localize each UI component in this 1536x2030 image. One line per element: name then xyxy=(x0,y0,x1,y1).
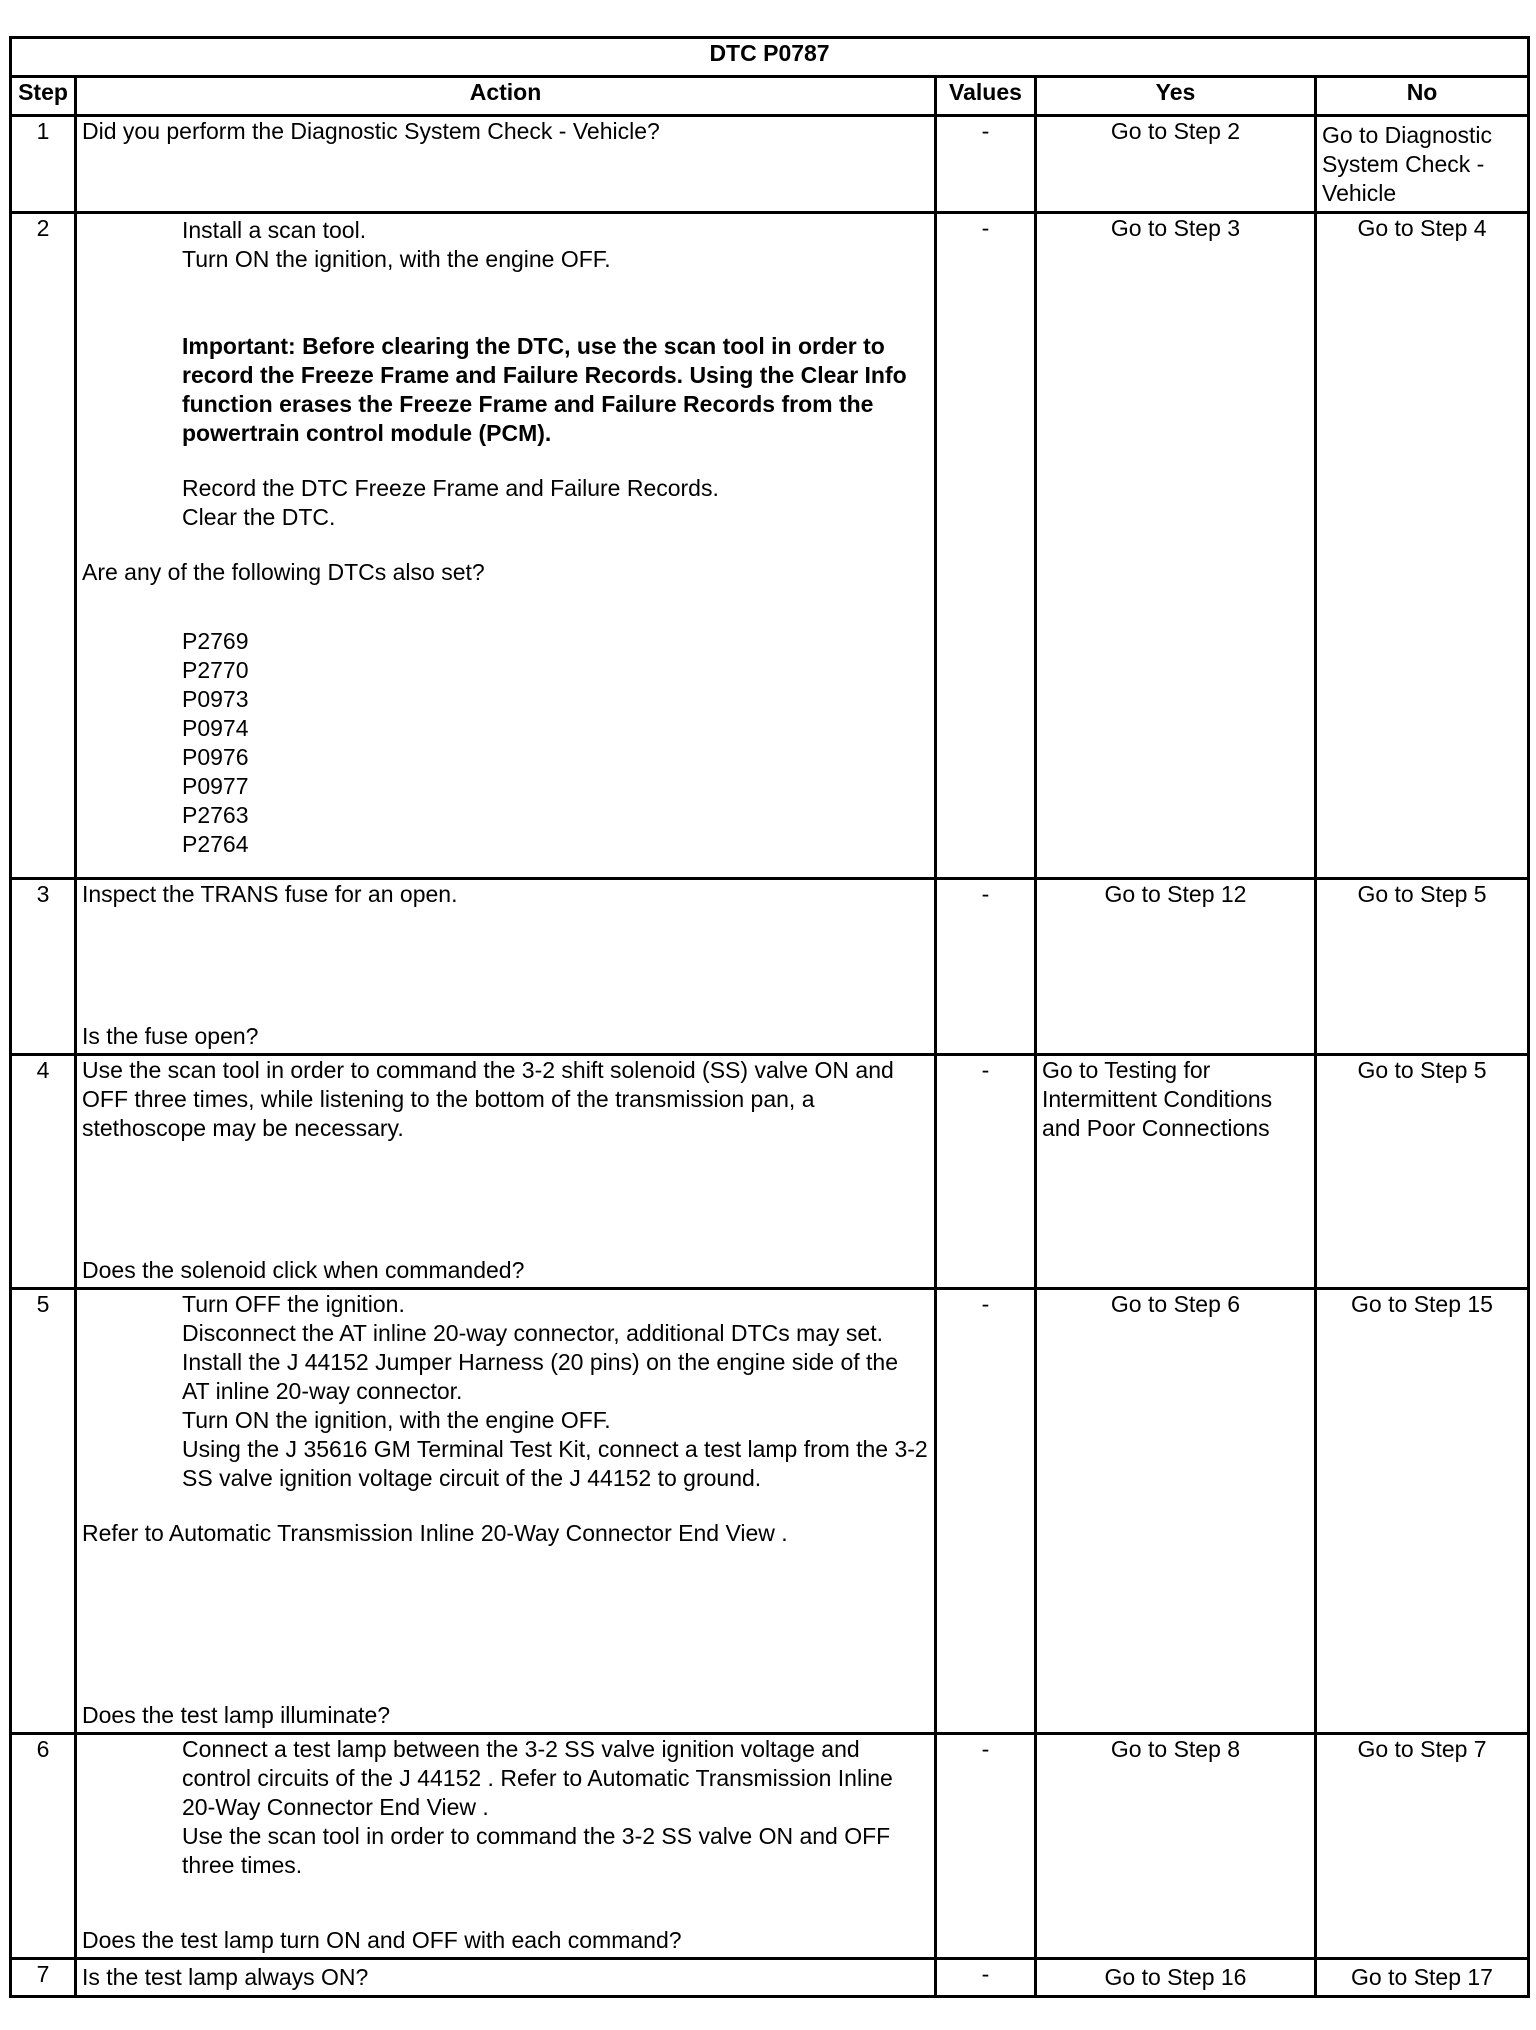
step-number: 6 xyxy=(11,1734,76,1959)
table-row-step-7 xyxy=(11,1959,1529,1997)
dtc-table xyxy=(9,36,1530,1998)
values-cell: - xyxy=(936,1289,1036,1734)
no-cell: Go to Step 4 xyxy=(1316,213,1529,879)
header-step: Step xyxy=(11,77,76,116)
table-row-step-5 xyxy=(11,1289,1529,1734)
question-text: Does the solenoid click when commanded? xyxy=(82,1257,525,1283)
dtc-code: P2770 xyxy=(182,657,249,683)
dtc-code: P2769 xyxy=(182,628,249,654)
question-text: Are any of the following DTCs also set? xyxy=(82,559,485,585)
action-cell xyxy=(76,1959,936,1997)
dtc-code: P2763 xyxy=(182,802,249,828)
yes-cell: Go to Step 3 xyxy=(1036,213,1316,879)
action-cell xyxy=(76,213,936,879)
step-number: 3 xyxy=(11,879,76,1055)
no-cell: Go to Step 7 xyxy=(1316,1734,1529,1959)
action-cell xyxy=(76,1055,936,1289)
values-cell: - xyxy=(936,1055,1036,1289)
action-line: Install the J 44152 Jumper Harness (20 pins) on the engine side of the AT inline 20-way connector. xyxy=(182,1349,898,1404)
values-cell: - xyxy=(936,116,1036,213)
values-cell: - xyxy=(936,879,1036,1055)
dtc-code: P0976 xyxy=(182,744,249,770)
important-note: Important: Before clearing the DTC, use the scan tool in order to record the Freeze Frame and Failure Records. Using the Clear Info function erases the Freeze Frame and Failure Records from the powertrain control module (PCM). xyxy=(182,333,907,446)
action-cell xyxy=(76,879,936,1055)
values-cell: - xyxy=(936,1959,1036,1997)
action-cell xyxy=(76,1289,936,1734)
table-row-step-1 xyxy=(11,116,1529,213)
yes-cell: Go to Step 2 xyxy=(1036,116,1316,213)
reference-note: Refer to Automatic Transmission Inline 20-Way Connector End View . xyxy=(82,1520,788,1546)
header-values: Values xyxy=(936,77,1036,116)
question-text: Is the test lamp always ON? xyxy=(82,1964,369,1990)
question-text: Does the test lamp illuminate? xyxy=(82,1702,391,1728)
header-yes: Yes xyxy=(1036,77,1316,116)
dtc-code: P0973 xyxy=(182,686,249,712)
yes-cell: Go to Step 12 xyxy=(1036,879,1316,1055)
action-line: Turn ON the ignition, with the engine OFF. xyxy=(182,246,611,272)
header-action: Action xyxy=(76,77,936,116)
yes-cell: Go to Step 6 xyxy=(1036,1289,1316,1734)
dtc-code: P0974 xyxy=(182,715,249,741)
action-line: Disconnect the AT inline 20-way connector, additional DTCs may set. xyxy=(182,1320,883,1346)
step-number: 5 xyxy=(11,1289,76,1734)
action-line: Clear the DTC. xyxy=(182,504,336,530)
action-line: Use the scan tool in order to command the 3-2 SS valve ON and OFF three times. xyxy=(182,1823,891,1878)
table-row-step-3 xyxy=(11,879,1529,1055)
table-row-step-4 xyxy=(11,1055,1529,1289)
header-no: No xyxy=(1316,77,1529,116)
question-text: Did you perform the Diagnostic System Check - Vehicle? xyxy=(82,118,660,144)
title-row xyxy=(11,38,1529,77)
table-title: DTC P0787 xyxy=(11,38,1529,77)
action-line: Install a scan tool. xyxy=(182,217,367,243)
question-text: Does the test lamp turn ON and OFF with each command? xyxy=(82,1927,682,1953)
step-number: 7 xyxy=(11,1959,76,1997)
question-text: Is the fuse open? xyxy=(82,1023,259,1049)
yes-cell: Go to Testing for Intermittent Conditions and Poor Connections xyxy=(1036,1055,1316,1289)
dtc-code: P2764 xyxy=(182,831,249,857)
step-number: 1 xyxy=(11,116,76,213)
action-line: Turn ON the ignition, with the engine OFF. xyxy=(182,1407,611,1433)
step-number: 2 xyxy=(11,213,76,879)
yes-cell: Go to Step 16 xyxy=(1036,1959,1316,1997)
yes-cell: Go to Step 8 xyxy=(1036,1734,1316,1959)
action-cell xyxy=(76,1734,936,1959)
action-line: Turn OFF the ignition. xyxy=(182,1291,405,1317)
no-cell: Go to Diagnostic System Check - Vehicle xyxy=(1316,116,1529,213)
action-line: Inspect the TRANS fuse for an open. xyxy=(82,881,458,907)
dtc-document xyxy=(9,36,1530,1998)
no-cell: Go to Step 5 xyxy=(1316,879,1529,1055)
no-cell: Go to Step 17 xyxy=(1316,1959,1529,1997)
values-cell: - xyxy=(936,1734,1036,1959)
table-row-step-2 xyxy=(11,213,1529,879)
dtc-code: P0977 xyxy=(182,773,249,799)
action-line: Using the J 35616 GM Terminal Test Kit, connect a test lamp from the 3-2 SS valve ignition voltage circuit of the J 44152 to ground. xyxy=(182,1436,928,1491)
action-cell xyxy=(76,116,936,213)
header-row xyxy=(11,77,1529,116)
no-cell: Go to Step 15 xyxy=(1316,1289,1529,1734)
action-line: Connect a test lamp between the 3-2 SS valve ignition voltage and control circuits of the J 44152 . Refer to Automatic Transmission Inline 20-Way Connector End View . xyxy=(182,1736,893,1820)
step-number: 4 xyxy=(11,1055,76,1289)
action-line: Record the DTC Freeze Frame and Failure Records. xyxy=(182,475,719,501)
values-cell: - xyxy=(936,213,1036,879)
action-line: Use the scan tool in order to command the 3-2 shift solenoid (SS) valve ON and OFF three times, while listening to the bottom of the transmission pan, a stethoscope may be necessary. xyxy=(82,1057,894,1141)
table-row-step-6 xyxy=(11,1734,1529,1959)
no-cell: Go to Step 5 xyxy=(1316,1055,1529,1289)
